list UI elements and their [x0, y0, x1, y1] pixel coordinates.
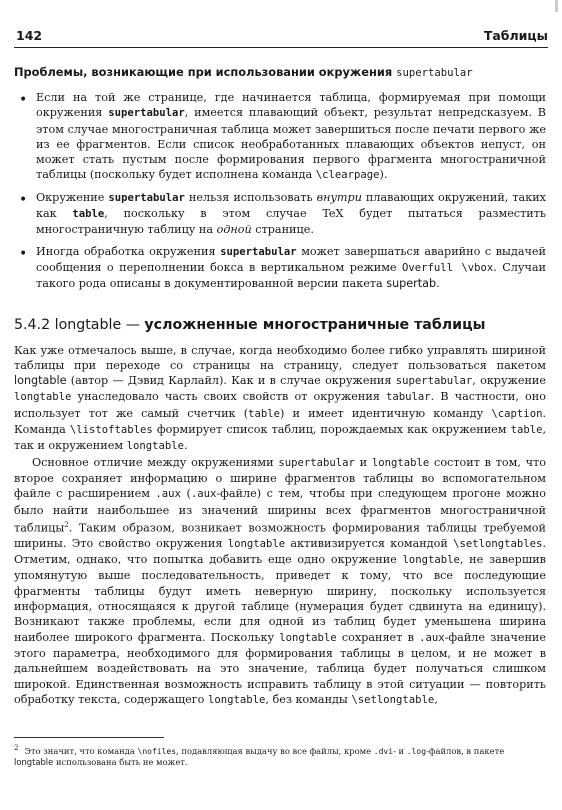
list-item — [14, 190, 546, 238]
problems-heading — [14, 64, 546, 81]
item-text: Если на той же странице, где начинается таблица, формируемая при помощи окружения — [36, 91, 546, 120]
code-term: supertabular — [220, 245, 297, 258]
code-term: \setlongtables — [453, 537, 543, 550]
para-text: и — [354, 455, 372, 469]
code-term: longtable — [207, 693, 266, 706]
code-term: table — [248, 407, 280, 420]
item-text: Иногда обработка окружения — [36, 244, 221, 258]
bullet-icon: • — [19, 191, 28, 208]
paragraph — [14, 343, 546, 455]
code-term: \listoftables — [69, 424, 153, 437]
para-text: Как уже отмечалось выше, в случае, когда необходимо более гибко управлять шириной таблицы при переходе со страницы на страницу, следует пользоваться пакетом — [14, 343, 546, 372]
para-text: , — [434, 692, 438, 706]
item-text: странице. — [251, 223, 314, 237]
item-text: плавающих окружений, таких как — [36, 190, 546, 221]
para-text: формирует список таблиц, порождаемых как окружением — [152, 423, 511, 437]
code-term: longtable — [402, 554, 460, 567]
list-item — [14, 90, 546, 184]
footnote-text: использована быть не может. — [53, 757, 188, 768]
para-text: ( — [180, 487, 191, 501]
code-term: supertabular — [108, 191, 185, 204]
para-text: . Команда — [14, 406, 547, 437]
footnote-text: Это значит, что команда — [24, 745, 138, 756]
code-term: \caption — [491, 407, 543, 420]
section-package-name: longtable — [54, 316, 122, 333]
code-term: tabular — [386, 391, 431, 404]
code-term: .aux — [155, 488, 181, 501]
footnote-mark: 2 — [14, 744, 19, 752]
running-header — [14, 27, 548, 48]
code-term: Overfull \vbox — [402, 261, 494, 274]
para-text: . — [184, 439, 188, 453]
footnote-rule — [14, 737, 164, 738]
list-item — [14, 244, 546, 292]
code-term: \clearpage — [315, 169, 380, 182]
problems-heading-code: supertabular — [396, 67, 473, 79]
code-term: longtable — [14, 391, 72, 404]
code-term: .aux — [419, 631, 445, 644]
para-text: , окружение — [472, 374, 547, 388]
footnote — [14, 737, 544, 769]
running-title: Таблицы — [483, 28, 548, 43]
code-term: supertabular — [278, 456, 355, 469]
footnote-text: - и — [393, 745, 407, 756]
para-text: -файле) с тем, чтобы при следующем прогоне можно было найти наибольшее из значений ширины всех фрагментов многостраничной таблицы — [14, 487, 546, 535]
para-text: , так и окружением — [14, 423, 547, 453]
code-term: .log — [406, 746, 427, 756]
item-text: Окружение — [36, 190, 109, 204]
bullet-icon: • — [19, 245, 28, 262]
code-term: \nofiles — [137, 746, 177, 756]
page-edge-mark — [555, 0, 558, 12]
bullet-icon: • — [19, 92, 28, 108]
item-text: , имеется плавающий объект, результат непредсказуем. В этом случае многостраничная таблица может завершиться после печати первого же из ее фрагментов. Если список необработанных плавающих объектов непуст, он может стать пустым после формирования первого фрагмента многостраничной таблицы (поскольку будет исполнена команда — [36, 106, 546, 182]
section-dash: — — [125, 316, 140, 333]
code-term: longtable — [227, 537, 286, 550]
para-text: . Отметим, однако, что попытка добавить еще одно окружение — [14, 536, 546, 567]
para-text: Основное отличие между окружениями — [32, 455, 279, 469]
para-text: (автор — Дэвид Карлайл). Как и в случае окружения — [66, 374, 396, 388]
para-text: состоит в том, что второе сохраняет информацию о ширине фрагментов таблицы во вспомогательном файле с расширением — [14, 455, 546, 501]
item-text: ). — [379, 168, 388, 182]
item-text: может завершаться аварийно с выдачей сообщения о переполнении бокса в вертикальном режиме — [36, 244, 546, 274]
item-text: , поскольку в этом случае TeX будет пытаться разместить многостраничную таблицу на — [36, 207, 547, 237]
problems-list — [14, 90, 546, 292]
problems-heading-text: Проблемы, возникающие при использовании окружения — [14, 65, 393, 79]
para-text: . Таким образом, возникает возможность формирования таблицы требуемой ширины. Это свойство окружения — [14, 521, 546, 550]
section-heading — [14, 316, 546, 334]
para-text: активизируется командой — [285, 536, 454, 550]
package-name: longtable — [14, 757, 54, 768]
page-number: 142 — [16, 28, 43, 43]
section-number: 5.4.2 — [14, 316, 51, 333]
item-text: . — [436, 277, 440, 291]
code-term: .aux — [190, 488, 217, 501]
body-text — [14, 343, 546, 709]
para-text: унаследовало часть своих свойств от окружения — [71, 390, 387, 404]
para-text: , без команды — [265, 692, 352, 706]
footnote-text: -файлов, в пакете — [426, 745, 505, 756]
emphasis-text: одной — [216, 223, 252, 237]
code-term: longtable — [279, 631, 337, 644]
footnote-ref: 2 — [64, 520, 69, 529]
footnote-text: , подавляющая выдачу во все файлы, кроме — [176, 745, 374, 756]
item-text: . Случаи такого рода описаны в документированной версии пакета — [36, 260, 547, 291]
para-text: ) и имеет идентичную команду — [279, 406, 492, 420]
code-term: supertabular — [108, 107, 185, 120]
para-text: , не завершив упомянутую выше последовательность, приведет к тому, что все последующие фрагменты таблицы будут иметь неверную ширину, поскольку используется информация, относящаяся к другой таблице (нумерация будет сдвинута на единицу). Возникают также проблемы, если для одной из таблиц будет уменьшена ширина наиболее широкого фрагмента. Поскольку — [14, 553, 546, 644]
code-term: table — [72, 208, 105, 221]
para-text: . В частности, оно использует тот же самый счетчик ( — [14, 390, 546, 420]
para-text: сохраняет в — [336, 630, 420, 644]
emphasis-text: внутри — [316, 190, 362, 204]
page-content — [14, 64, 546, 708]
code-term: table — [510, 424, 543, 437]
code-term: \setlongtable — [351, 693, 435, 706]
package-name: supertab — [386, 277, 437, 291]
section-title: усложненные многостраничные таблицы — [144, 316, 486, 333]
code-term: longtable — [126, 440, 185, 453]
code-term: longtable — [371, 456, 430, 469]
item-text: нельзя использовать — [184, 190, 317, 204]
code-term: supertabular — [395, 375, 473, 388]
para-text: -файле значение этого параметра, необходимого для формирования таблицы в целом, и не может в дальнейшем воздействовать на это значение, таблица будет получаться слишком широкой. Единственная возможность исправить таблицу в этой ситуации — повторить обработку текста, содержащего — [14, 630, 546, 706]
package-name: longtable — [14, 374, 67, 388]
paragraph — [14, 455, 546, 708]
code-term: .dvi — [373, 746, 394, 756]
